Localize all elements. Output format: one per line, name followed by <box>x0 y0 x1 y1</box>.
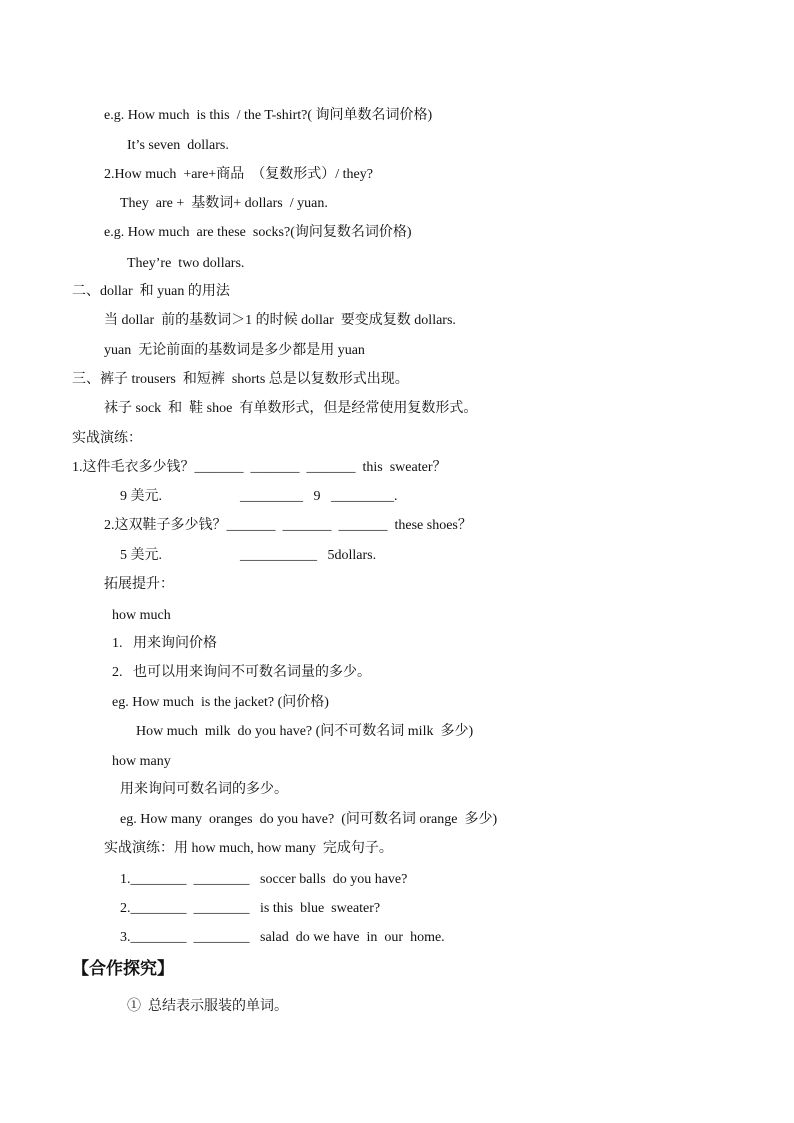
text-line: how much <box>112 608 171 623</box>
text-line: 2.How much +are+商品 （复数形式）/ they? <box>104 167 373 182</box>
text-line: e.g. How much is this / the T-shirt?( 询问单数名词价格) <box>104 108 433 123</box>
exercise-answer-blank: ___________ 5dollars. <box>240 548 377 563</box>
exercise-answer-blank: _________ 9 _________. <box>240 489 398 504</box>
exercise-line: 3.________ ________ salad do we have in our home. <box>120 930 445 945</box>
exercise-line: 2.________ ________ is this blue sweater? <box>120 901 381 916</box>
text-line: eg. How much is the jacket? (问价格) <box>112 695 329 710</box>
text-line: ① 总结表示服装的单词。 <box>127 999 288 1014</box>
text-line: how many <box>112 754 171 769</box>
text-line: yuan 无论前面的基数词是多少都是用 yuan <box>104 343 365 358</box>
exercise-line: 1.________ ________ soccer balls do you have? <box>120 872 408 887</box>
section-heading: 实战演练： <box>72 431 142 446</box>
section-heading: 实战演练：用 how much, how many 完成句子。 <box>104 841 393 856</box>
section-heading: 二、dollar 和 yuan 的用法 <box>72 284 230 299</box>
text-line: eg. How many oranges do you have? (问可数名词 orange 多少) <box>120 812 498 827</box>
text-line: They’re two dollars. <box>127 256 245 271</box>
exercise-line: 9 美元. <box>120 489 162 504</box>
text-line: 1. 用来询问价格 <box>112 636 217 651</box>
exercise-line: 5 美元. <box>120 548 162 563</box>
text-line: They are + 基数词+ dollars / yuan. <box>120 196 328 211</box>
text-line: e.g. How much are these socks?(询问复数名词价格) <box>104 225 412 240</box>
text-line: How much milk do you have? (问不可数名词 milk 多少) <box>136 724 474 739</box>
section-heading: 拓展提升： <box>104 577 174 592</box>
text-line: 袜子 sock 和 鞋 shoe 有单数形式，但是经常使用复数形式。 <box>104 401 478 416</box>
exercise-line: 1.这件毛衣多少钱？_______ _______ _______ this sweater？ <box>72 460 447 475</box>
section-heading: 三、裤子 trousers 和短裤 shorts 总是以复数形式出现。 <box>72 372 409 387</box>
text-line: 用来询问可数名词的多少。 <box>120 782 288 797</box>
text-line: 当 dollar 前的基数词＞1 的时候 dollar 要变成复数 dollars. <box>104 313 456 328</box>
text-line: 2. 也可以用来询问不可数名词量的多少。 <box>112 665 371 680</box>
section-title: 【合作探究】 <box>72 959 174 978</box>
text-line: It’s seven dollars. <box>127 138 229 153</box>
exercise-line: 2.这双鞋子多少钱？_______ _______ _______ these shoes？ <box>104 518 472 533</box>
